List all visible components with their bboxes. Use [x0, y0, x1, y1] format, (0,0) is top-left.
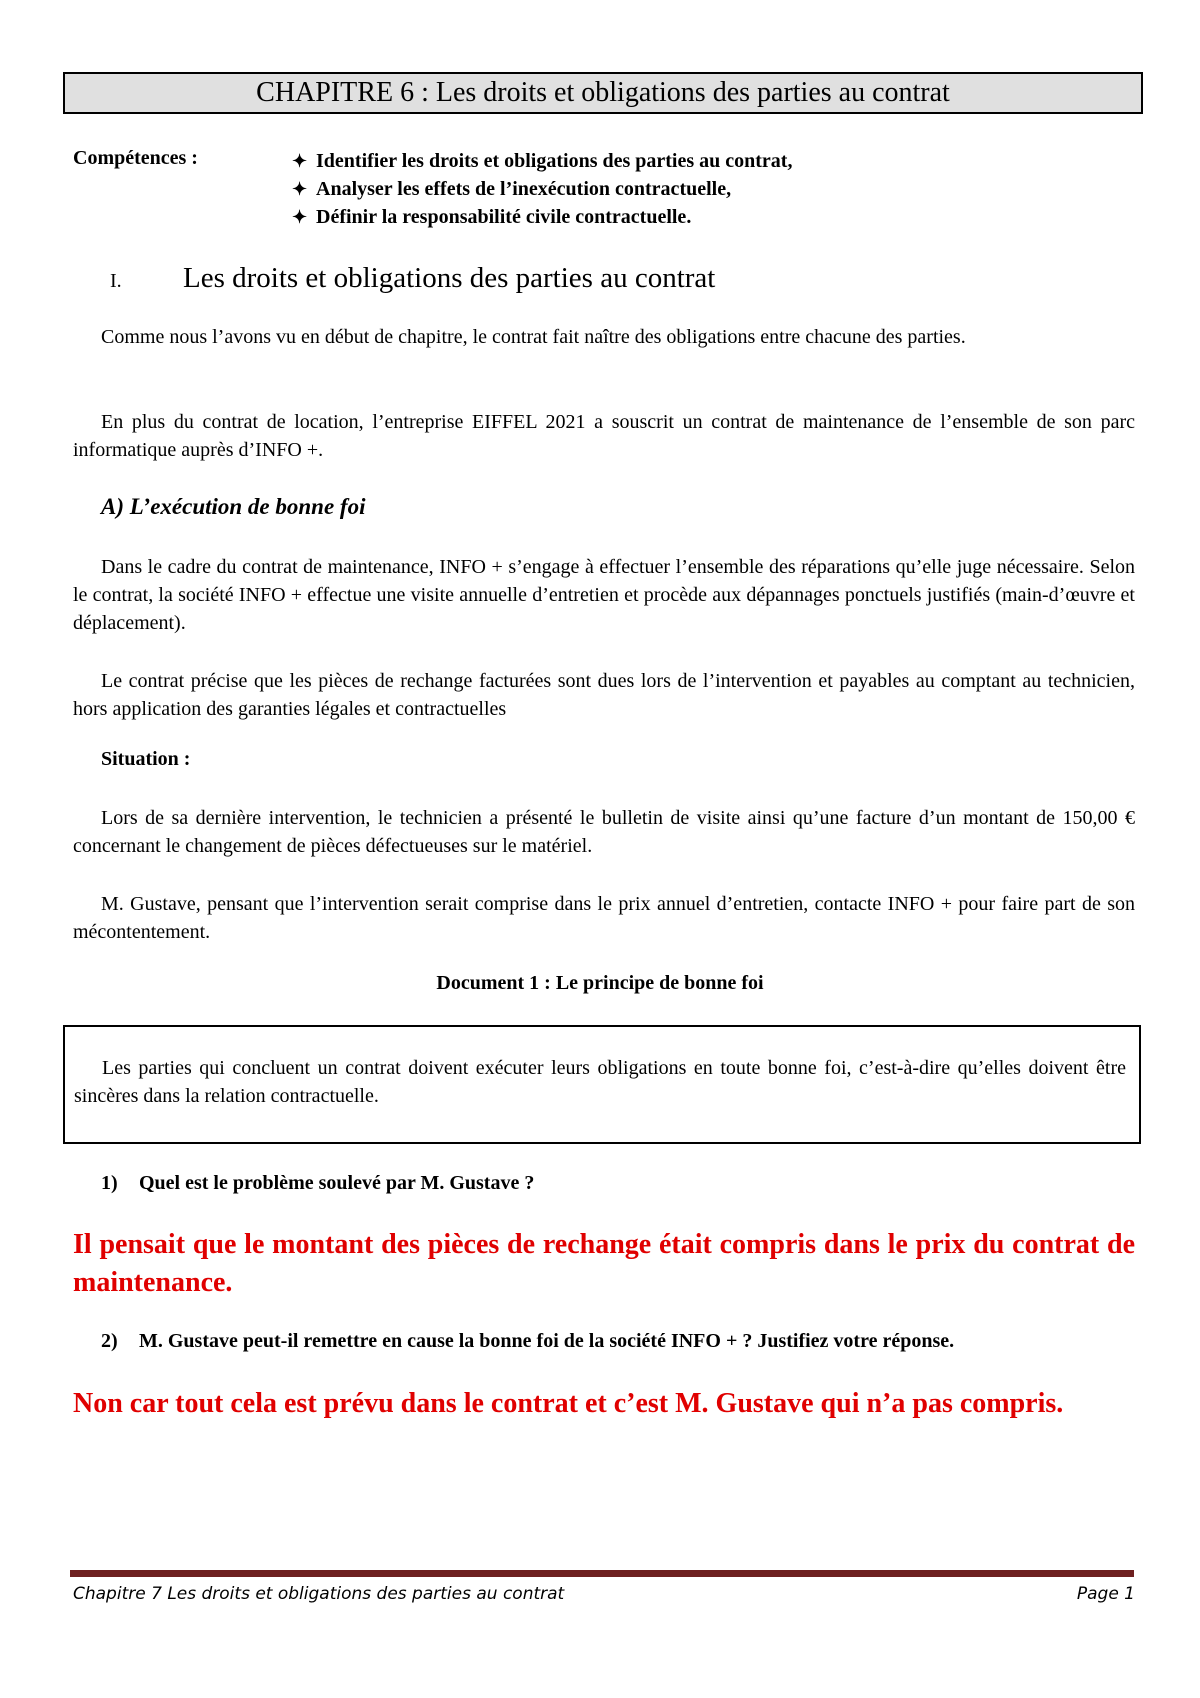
- situation-paragraph-2: M. Gustave, pensant que l’intervention serait comprise dans le prix annuel d’entretien, contacte INFO + pour faire part de son mécontentement.: [73, 893, 1135, 943]
- footer-divider: [70, 1570, 1134, 1577]
- question-number: 2): [101, 1330, 118, 1352]
- section-number: I.: [110, 270, 122, 292]
- question-number: 1): [101, 1172, 118, 1194]
- maintenance-paragraph: Dans le cadre du contrat de maintenance, INFO + s’engage à effectuer l’ensemble des réparations qu’elle juge nécessaire. Selon le contrat, la société INFO + effectue une visite annuelle d’entretien et procède aux dépannages ponctuels justifiés (main-d’œuvre et déplacement).: [73, 556, 1135, 634]
- context-paragraph: En plus du contrat de location, l’entreprise EIFFEL 2021 a souscrit un contrat de maintenance de l’ensemble de son parc informatique auprès d’INFO +.: [73, 411, 1135, 461]
- section-heading: [110, 262, 715, 295]
- competence-item: [292, 175, 792, 203]
- four-point-star-icon: ✦: [292, 179, 308, 199]
- intro-paragraph: Comme nous l’avons vu en début de chapitre, le contrat fait naître des obligations entre chacune des parties.: [101, 326, 966, 348]
- document-box: [63, 1025, 1141, 1144]
- chapter-title: [63, 72, 1143, 114]
- document-title: Document 1 : Le principe de bonne foi: [436, 972, 764, 994]
- chapter-title-text: CHAPITRE 6 : Les droits et obligations des parties au contrat: [256, 77, 950, 108]
- competence-text: Analyser les effets de l’inexécution contractuelle,: [316, 178, 732, 200]
- competences-label: Compétences :: [73, 147, 198, 169]
- competence-text: Définir la responsabilité civile contractuelle.: [316, 206, 692, 228]
- question-2: [101, 1330, 954, 1353]
- question-1: [101, 1172, 534, 1195]
- footer-chapter: Chapitre 7 Les droits et obligations des parties au contrat: [73, 1584, 565, 1604]
- answer-2: Non car tout cela est prévu dans le contrat et c’est M. Gustave qui n’a pas compris.: [73, 1388, 1064, 1419]
- competence-item: [292, 203, 792, 231]
- section-title: Les droits et obligations des parties au contrat: [183, 262, 716, 294]
- question-text: M. Gustave peut-il remettre en cause la bonne foi de la société INFO + ? Justifiez votre réponse.: [139, 1330, 955, 1352]
- footer-page-number: Page 1: [1076, 1584, 1135, 1604]
- four-point-star-icon: ✦: [292, 207, 308, 227]
- competence-item: [292, 147, 792, 175]
- four-point-star-icon: ✦: [292, 151, 308, 171]
- situation-paragraph-1: Lors de sa dernière intervention, le technicien a présenté le bulletin de visite ainsi qu’une facture d’un montant de 150,00 € concernant le changement de pièces défectueuses sur le matériel.: [73, 807, 1135, 857]
- subsection-heading: A) L’exécution de bonne foi: [101, 494, 366, 519]
- question-text: Quel est le problème soulevé par M. Gustave ?: [139, 1172, 535, 1194]
- competence-text: Identifier les droits et obligations des parties au contrat,: [316, 150, 793, 172]
- document-text: Les parties qui concluent un contrat doivent exécuter leurs obligations en toute bonne foi, c’est-à-dire qu’elles doivent être sincères dans la relation contractuelle.: [74, 1057, 1126, 1107]
- situation-label: Situation :: [101, 748, 191, 770]
- competences-list: [292, 147, 792, 231]
- pieces-paragraph: Le contrat précise que les pièces de rechange facturées sont dues lors de l’intervention et payables au comptant au technicien, hors application des garanties légales et contractuelles: [73, 670, 1135, 720]
- answer-1: Il pensait que le montant des pièces de rechange était compris dans le prix du contrat de maintenance.: [73, 1229, 1135, 1298]
